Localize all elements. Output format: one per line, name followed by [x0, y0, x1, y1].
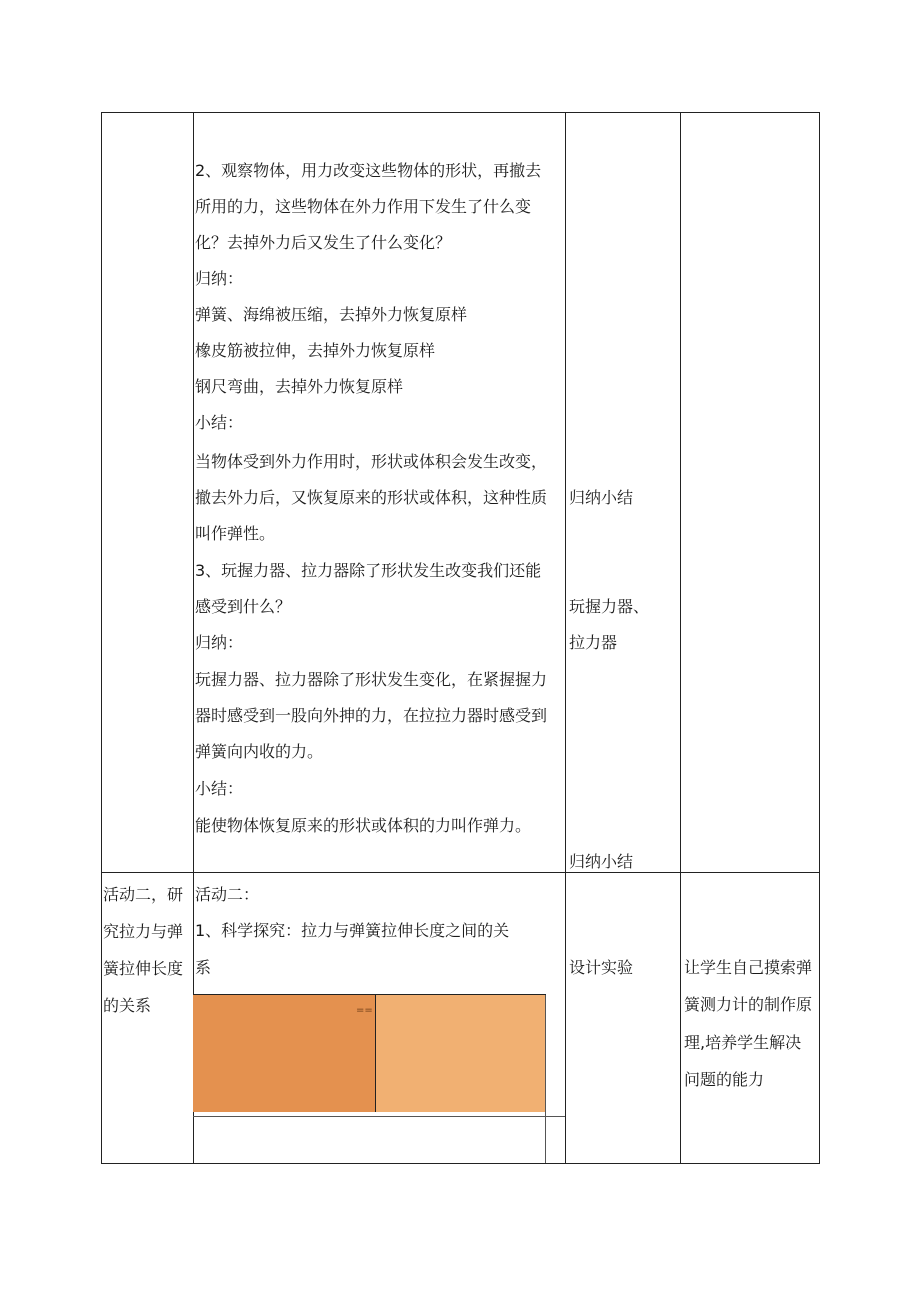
row-divider [101, 872, 820, 873]
purpose-line: 理,培养学生解决 [684, 1033, 802, 1052]
embedded-image-left [193, 995, 375, 1112]
col-border-right [819, 112, 820, 1164]
body-line: 化？去掉外力后又发生了什么变化？ [195, 233, 452, 252]
method-label: 拉力器 [569, 633, 618, 652]
method-label: 归纳小结 [569, 488, 634, 507]
col-border-3 [680, 112, 681, 1164]
activity-title: 究拉力与弹 [103, 922, 184, 941]
method-label: 设计实验 [569, 958, 634, 977]
inner-table-rule [193, 1116, 565, 1117]
body-line: 2、观察物体，用力改变这些物体的形状，再撤去 [195, 161, 542, 180]
body-line: 所用的力，这些物体在外力作用下发生了什么变 [195, 197, 532, 216]
body-line: 钢尺弯曲，去掉外力恢复原样 [195, 377, 404, 396]
purpose-line: 簧测力计的制作原 [684, 995, 813, 1014]
body-line: 弹簧、海绵被压缩，去掉外力恢复原样 [195, 305, 468, 324]
method-label: 玩握力器、 [569, 597, 650, 616]
inner-table-col [545, 995, 546, 1163]
purpose-line: 让学生自己摸索弹 [684, 958, 813, 977]
body-line: 系 [195, 958, 212, 977]
body-line: 撤去外力后，又恢复原来的形状或体积，这种性质 [195, 488, 548, 507]
body-line: 感受到什么？ [195, 597, 292, 616]
col-border-left [101, 112, 102, 1164]
body-line: 小结： [195, 779, 244, 798]
body-line: 弹簧向内收的力。 [195, 742, 324, 761]
body-line: 归纳： [195, 269, 244, 288]
body-line: 叫作弹性。 [195, 524, 276, 543]
body-line: 活动二： [195, 885, 260, 904]
body-line: 归纳： [195, 633, 244, 652]
body-line: 1、科学探究：拉力与弹簧拉伸长度之间的关 [195, 921, 510, 940]
body-line: 器时感受到一股向外抻的力，在拉拉力器时感受到 [195, 706, 548, 725]
image-top-rule [193, 994, 546, 995]
activity-title: 簧拉伸长度 [103, 959, 184, 978]
purpose-line: 问题的能力 [684, 1070, 765, 1089]
image-divider [375, 995, 376, 1112]
table-bottom-border [101, 1163, 820, 1164]
body-line: 玩握力器、拉力器除了形状发生变化，在紧握握力 [195, 670, 548, 689]
body-line: 能使物体恢复原来的形状或体积的力叫作弹力。 [195, 816, 532, 835]
activity-title: 的关系 [103, 996, 152, 1015]
activity-title: 活动二，研 [103, 885, 184, 904]
body-line: 橡皮筋被拉伸，去掉外力恢复原样 [195, 341, 436, 360]
col-border-2 [565, 112, 566, 1164]
method-label: 归纳小结 [569, 852, 634, 871]
body-line: 当物体受到外力作用时，形状或体积会发生改变， [195, 452, 548, 471]
body-line: 小结： [195, 413, 244, 432]
image-mark: == [356, 1005, 373, 1016]
embedded-image-right [376, 995, 546, 1112]
body-line: 3、玩握力器、拉力器除了形状发生改变我们还能 [195, 561, 542, 580]
table-top-border [101, 112, 820, 113]
